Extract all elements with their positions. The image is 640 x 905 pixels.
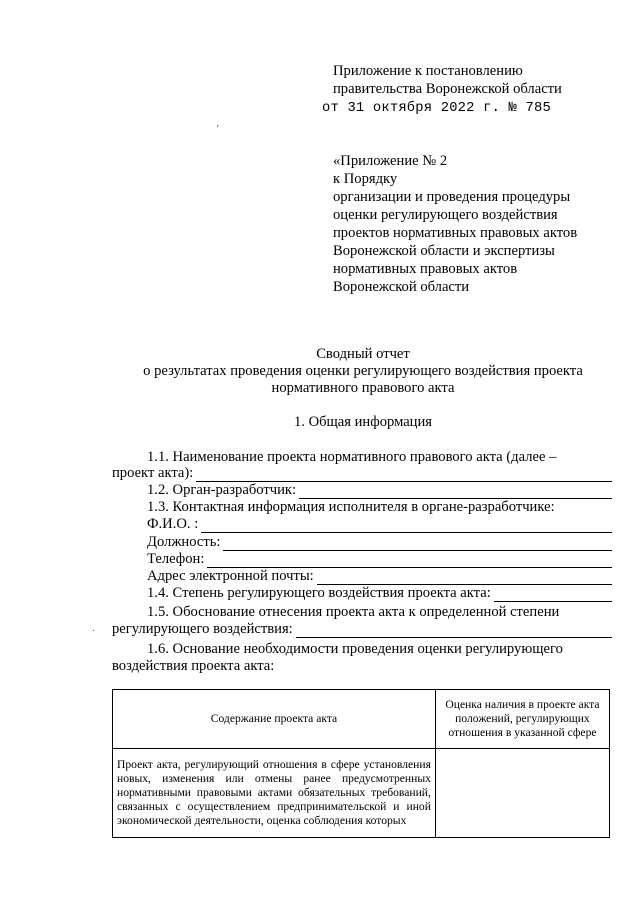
table-header-assessment: Оценка наличия в проекте акта положений, регулирующих отношения в указанной сфере xyxy=(435,690,609,749)
email-label: Адрес электронной почты: xyxy=(147,568,314,584)
appendix-ref-line: Воронежской области и экспертизы xyxy=(333,243,555,259)
table-cell-content: Проект акта, регулирующий отношения в сфере установления новых, изменения или отмены ранее предусмотренных нормативными правовыми актами обязательных требований, связанных с осуществлением предпринимательской и иной экономической деятельности, оценка соблюдения которых xyxy=(113,749,436,838)
table-cell-assessment[interactable] xyxy=(435,749,609,838)
project-name-field[interactable] xyxy=(196,468,612,482)
appendix-ref-line: к Порядку xyxy=(333,171,398,187)
table-header-content: Содержание проекта акта xyxy=(113,690,436,749)
phone-row xyxy=(147,550,612,568)
item-1-2-label: 1.2. Орган-разработчик: xyxy=(147,482,297,498)
fio-row xyxy=(147,515,612,533)
phone-field[interactable] xyxy=(207,554,612,568)
item-1-6-line1: 1.6. Основание необходимости проведения оценки регулирующего xyxy=(147,641,563,657)
report-title: Сводный отчет xyxy=(316,346,410,362)
appendix-header-line1: Приложение к постановлению xyxy=(333,63,523,79)
appendix-ref-line: «Приложение № 2 xyxy=(333,153,448,169)
phone-label: Телефон: xyxy=(147,551,205,567)
table-row xyxy=(113,749,610,838)
item-1-5-line2 xyxy=(112,620,612,638)
section-heading: 1. Общая информация xyxy=(293,414,433,430)
fio-label: Ф.И.О. : xyxy=(147,516,199,532)
fio-field[interactable] xyxy=(201,519,612,533)
regulatory-degree-field[interactable] xyxy=(494,588,612,602)
appendix-header-date-number: от 31 октября 2022 г. № 785 xyxy=(322,101,551,116)
report-subtitle-line2: нормативного правового акта xyxy=(271,380,455,396)
item-1-2 xyxy=(147,481,612,499)
report-subtitle-line1: о результатах проведения оценки регулирующего воздействия проекта xyxy=(143,363,583,379)
scan-mark: ’ xyxy=(216,124,220,135)
assessment-table xyxy=(112,689,610,838)
degree-justification-field[interactable] xyxy=(296,624,612,638)
table-header-row xyxy=(113,690,610,749)
appendix-ref-line: проектов нормативных правовых актов xyxy=(333,225,578,241)
item-1-5-line1: 1.5. Обоснование отнесения проекта акта к определенной степени xyxy=(147,604,560,620)
item-1-4 xyxy=(147,584,612,602)
item-1-3: 1.3. Контактная информация исполнителя в органе-разработчике: xyxy=(147,499,555,515)
email-field[interactable] xyxy=(317,571,612,585)
item-1-5-label: регулирующего воздействия: xyxy=(112,621,293,637)
item-1-4-label: 1.4. Степень регулирующего воздействия проекта акта: xyxy=(147,585,491,601)
position-row xyxy=(147,533,612,551)
item-1-1-line1: 1.1. Наименование проекта нормативного правового акта (далее – xyxy=(147,449,557,465)
appendix-ref-line: организации и проведения процедуры xyxy=(333,189,571,205)
item-1-1-label: проект акта): xyxy=(112,465,194,481)
position-label: Должность: xyxy=(147,534,221,550)
item-1-1-line2 xyxy=(112,464,612,482)
item-1-6-line2: воздействия проекта акта: xyxy=(112,658,275,674)
appendix-ref-line: оценки регулирующего воздействия xyxy=(333,207,558,223)
scan-mark: · xyxy=(92,626,96,637)
appendix-ref-line: Воронежской области xyxy=(333,279,470,295)
position-field[interactable] xyxy=(223,537,612,551)
appendix-header-line2: правительства Воронежской области xyxy=(333,81,562,97)
appendix-ref-line: нормативных правовых актов xyxy=(333,261,518,277)
developer-body-field[interactable] xyxy=(299,485,612,499)
email-row xyxy=(147,567,612,585)
